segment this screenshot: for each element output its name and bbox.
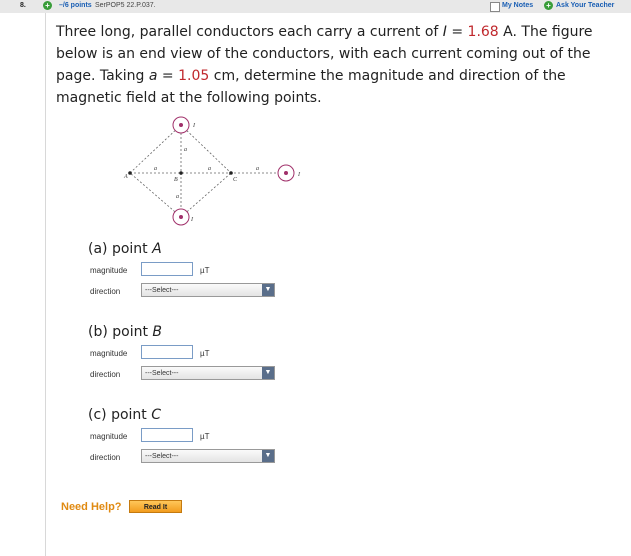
problem-statement bbox=[56, 21, 616, 109]
conductor-top bbox=[173, 117, 189, 133]
a-symbol: a bbox=[148, 68, 158, 84]
part-c-direction-value: ---Select--- bbox=[145, 453, 179, 460]
part-a-direction-row bbox=[90, 283, 290, 299]
conductor-bottom bbox=[173, 209, 189, 225]
part-b-magnitude-input[interactable] bbox=[141, 345, 193, 359]
read-it-button[interactable]: Read It bbox=[129, 500, 182, 513]
question-content bbox=[45, 13, 631, 556]
a-value: 1.05 bbox=[178, 68, 210, 84]
label-i-bottom: I bbox=[191, 217, 193, 223]
part-c-point: C bbox=[151, 407, 162, 423]
conductor-right bbox=[278, 165, 294, 181]
part-c-unit: µT bbox=[200, 432, 210, 441]
part-c-direction-select[interactable] bbox=[141, 449, 275, 463]
part-c-magnitude-input[interactable] bbox=[141, 428, 193, 442]
ask-plus-icon[interactable]: + bbox=[544, 1, 553, 10]
part-b-direction-row bbox=[90, 366, 290, 382]
question-number: 8. bbox=[20, 2, 26, 9]
label-point-c: C bbox=[233, 177, 238, 183]
part-b-unit: µT bbox=[200, 349, 210, 358]
part-a-magnitude-row bbox=[90, 262, 290, 278]
dropdown-arrow-icon: ▼ bbox=[262, 367, 274, 379]
part-b-magnitude-row bbox=[90, 345, 290, 361]
dropdown-arrow-icon: ▼ bbox=[262, 284, 274, 296]
conductor-figure bbox=[116, 113, 316, 233]
label-point-b: B bbox=[174, 177, 178, 183]
label-i-right: I bbox=[298, 172, 300, 178]
label-a-lower: a bbox=[176, 194, 179, 200]
problem-text-3: cm, determine the magnitude and direction of the magnetic field at the following points. bbox=[56, 68, 566, 106]
part-a-point: A bbox=[152, 241, 162, 257]
part-a-unit: µT bbox=[200, 266, 210, 275]
part-b-magnitude-label: magnitude bbox=[90, 349, 128, 358]
part-b-point: B bbox=[152, 324, 163, 340]
part-b-title bbox=[88, 324, 162, 340]
part-a-magnitude-input[interactable] bbox=[141, 262, 193, 276]
point-b-dot bbox=[179, 171, 183, 175]
ask-teacher-link[interactable]: Ask Your Teacher bbox=[556, 2, 615, 9]
point-c-dot bbox=[229, 171, 233, 175]
point-a-dot bbox=[128, 171, 132, 175]
part-a-magnitude-label: magnitude bbox=[90, 266, 128, 275]
dash-line-bottom-right bbox=[181, 173, 231, 217]
part-a-direction-label: direction bbox=[90, 287, 121, 296]
current-value: 1.68 bbox=[467, 24, 499, 40]
part-c-magnitude-label: magnitude bbox=[90, 432, 128, 441]
part-c-magnitude-row bbox=[90, 428, 290, 444]
points-label: –/6 points bbox=[59, 2, 92, 9]
part-b-direction-label: direction bbox=[90, 370, 121, 379]
label-a-mid: a bbox=[208, 166, 211, 172]
question-source: SerPOP5 22.P.037. bbox=[95, 2, 156, 9]
problem-text-1: Three long, parallel conductors each carry a current of bbox=[56, 24, 443, 40]
part-b bbox=[88, 324, 272, 379]
part-b-direction-value: ---Select--- bbox=[145, 370, 179, 377]
part-a-direction-select[interactable] bbox=[141, 283, 275, 297]
equals-1: = bbox=[446, 24, 468, 40]
expand-plus-icon[interactable]: + bbox=[43, 1, 52, 10]
label-a-upper: a bbox=[184, 147, 187, 153]
part-a-direction-value: ---Select--- bbox=[145, 287, 179, 294]
part-c bbox=[88, 407, 272, 462]
label-point-a: A bbox=[124, 174, 128, 180]
current-symbol: I bbox=[442, 24, 447, 40]
label-i-top: I bbox=[193, 123, 195, 129]
part-a bbox=[88, 241, 272, 296]
part-c-direction-row bbox=[90, 449, 290, 465]
part-a-title bbox=[88, 241, 162, 257]
part-c-title bbox=[88, 407, 161, 423]
part-b-direction-select[interactable] bbox=[141, 366, 275, 380]
label-a-right: a bbox=[256, 166, 259, 172]
part-c-prefix: (c) point bbox=[88, 407, 152, 423]
notes-checkbox-icon[interactable] bbox=[490, 2, 500, 12]
my-notes-link[interactable]: My Notes bbox=[502, 2, 534, 9]
label-a-left: a bbox=[154, 166, 157, 172]
part-b-prefix: (b) point bbox=[88, 324, 153, 340]
problem-text-2: A. The figure below is an end view of the conductors, with each current coming out of the page. Taking bbox=[56, 24, 593, 84]
need-help-label: Need Help? bbox=[61, 501, 122, 513]
equals-2: = bbox=[157, 68, 179, 84]
question-header-bar bbox=[0, 0, 631, 13]
part-c-direction-label: direction bbox=[90, 453, 121, 462]
dropdown-arrow-icon: ▼ bbox=[262, 450, 274, 462]
dash-line-top-right bbox=[181, 125, 231, 173]
part-a-prefix: (a) point bbox=[88, 241, 153, 257]
